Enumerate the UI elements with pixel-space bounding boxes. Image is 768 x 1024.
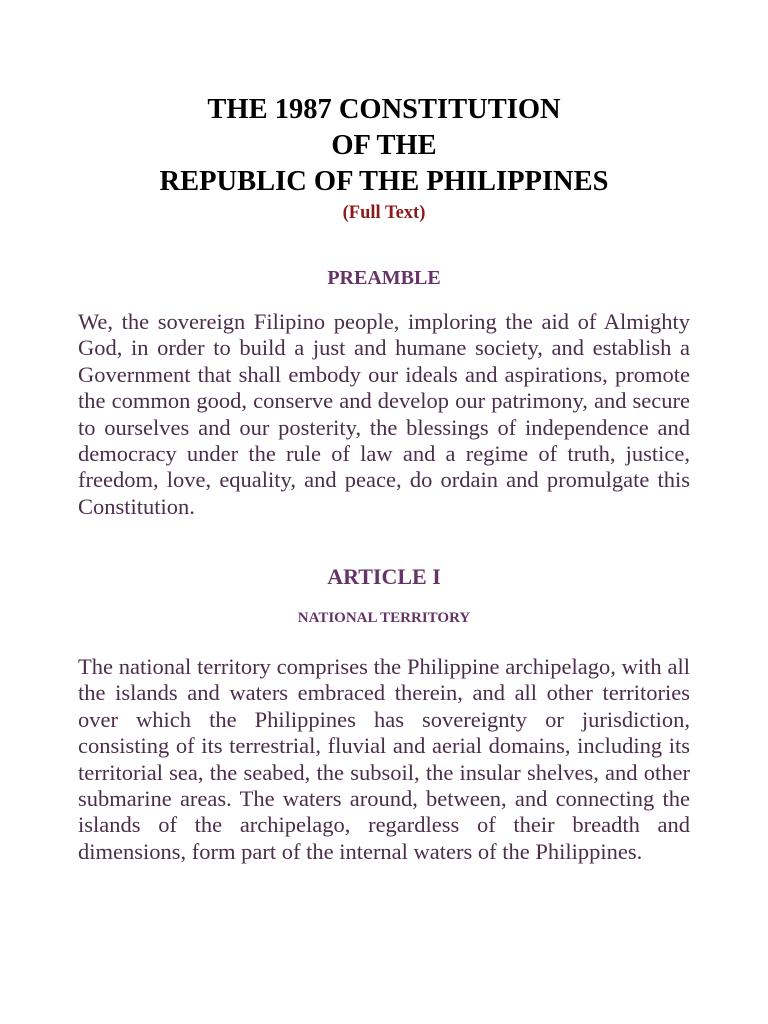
document-subtitle: (Full Text) bbox=[342, 203, 426, 223]
document-title-line-3: REPUBLIC OF THE PHILIPPINES bbox=[159, 166, 609, 197]
article-1-heading: ARTICLE I bbox=[327, 564, 441, 589]
preamble-paragraph: We, the sovereign Filipino people, imploring the aid of Almighty God, in order to build a just and humane society, and establish a Government that shall embody our ideals and aspirations, promote the common good, conserve and develop our patrimony, and secure to ourselves and our posterity, the blessings of independence and democracy under the rule of law and a regime of truth, justice, freedom, love, equality, and peace, do ordain and promulgate this Constitution. bbox=[78, 309, 690, 519]
national-territory-paragraph: The national territory comprises the Philippine archipelago, with all the islands and waters embraced therein, and all other territories over which the Philippines has sovereignty or jurisdiction, consisting of its terrestrial, fluvial and aerial domains, including its territorial sea, the seabed, the subsoil, the insular shelves, and other submarine areas. The waters around, between, and connecting the islands of the archipelago, regardless of their breadth and dimensions, form part of the internal waters of the Philippines. bbox=[78, 654, 690, 864]
national-territory-heading: NATIONAL TERRITORY bbox=[297, 610, 471, 626]
preamble-heading: PREAMBLE bbox=[327, 267, 441, 289]
document-title-block bbox=[0, 92, 768, 225]
document-title-line-2: OF THE bbox=[331, 130, 437, 161]
document-title-line-1: THE 1987 CONSTITUTION bbox=[207, 94, 561, 125]
